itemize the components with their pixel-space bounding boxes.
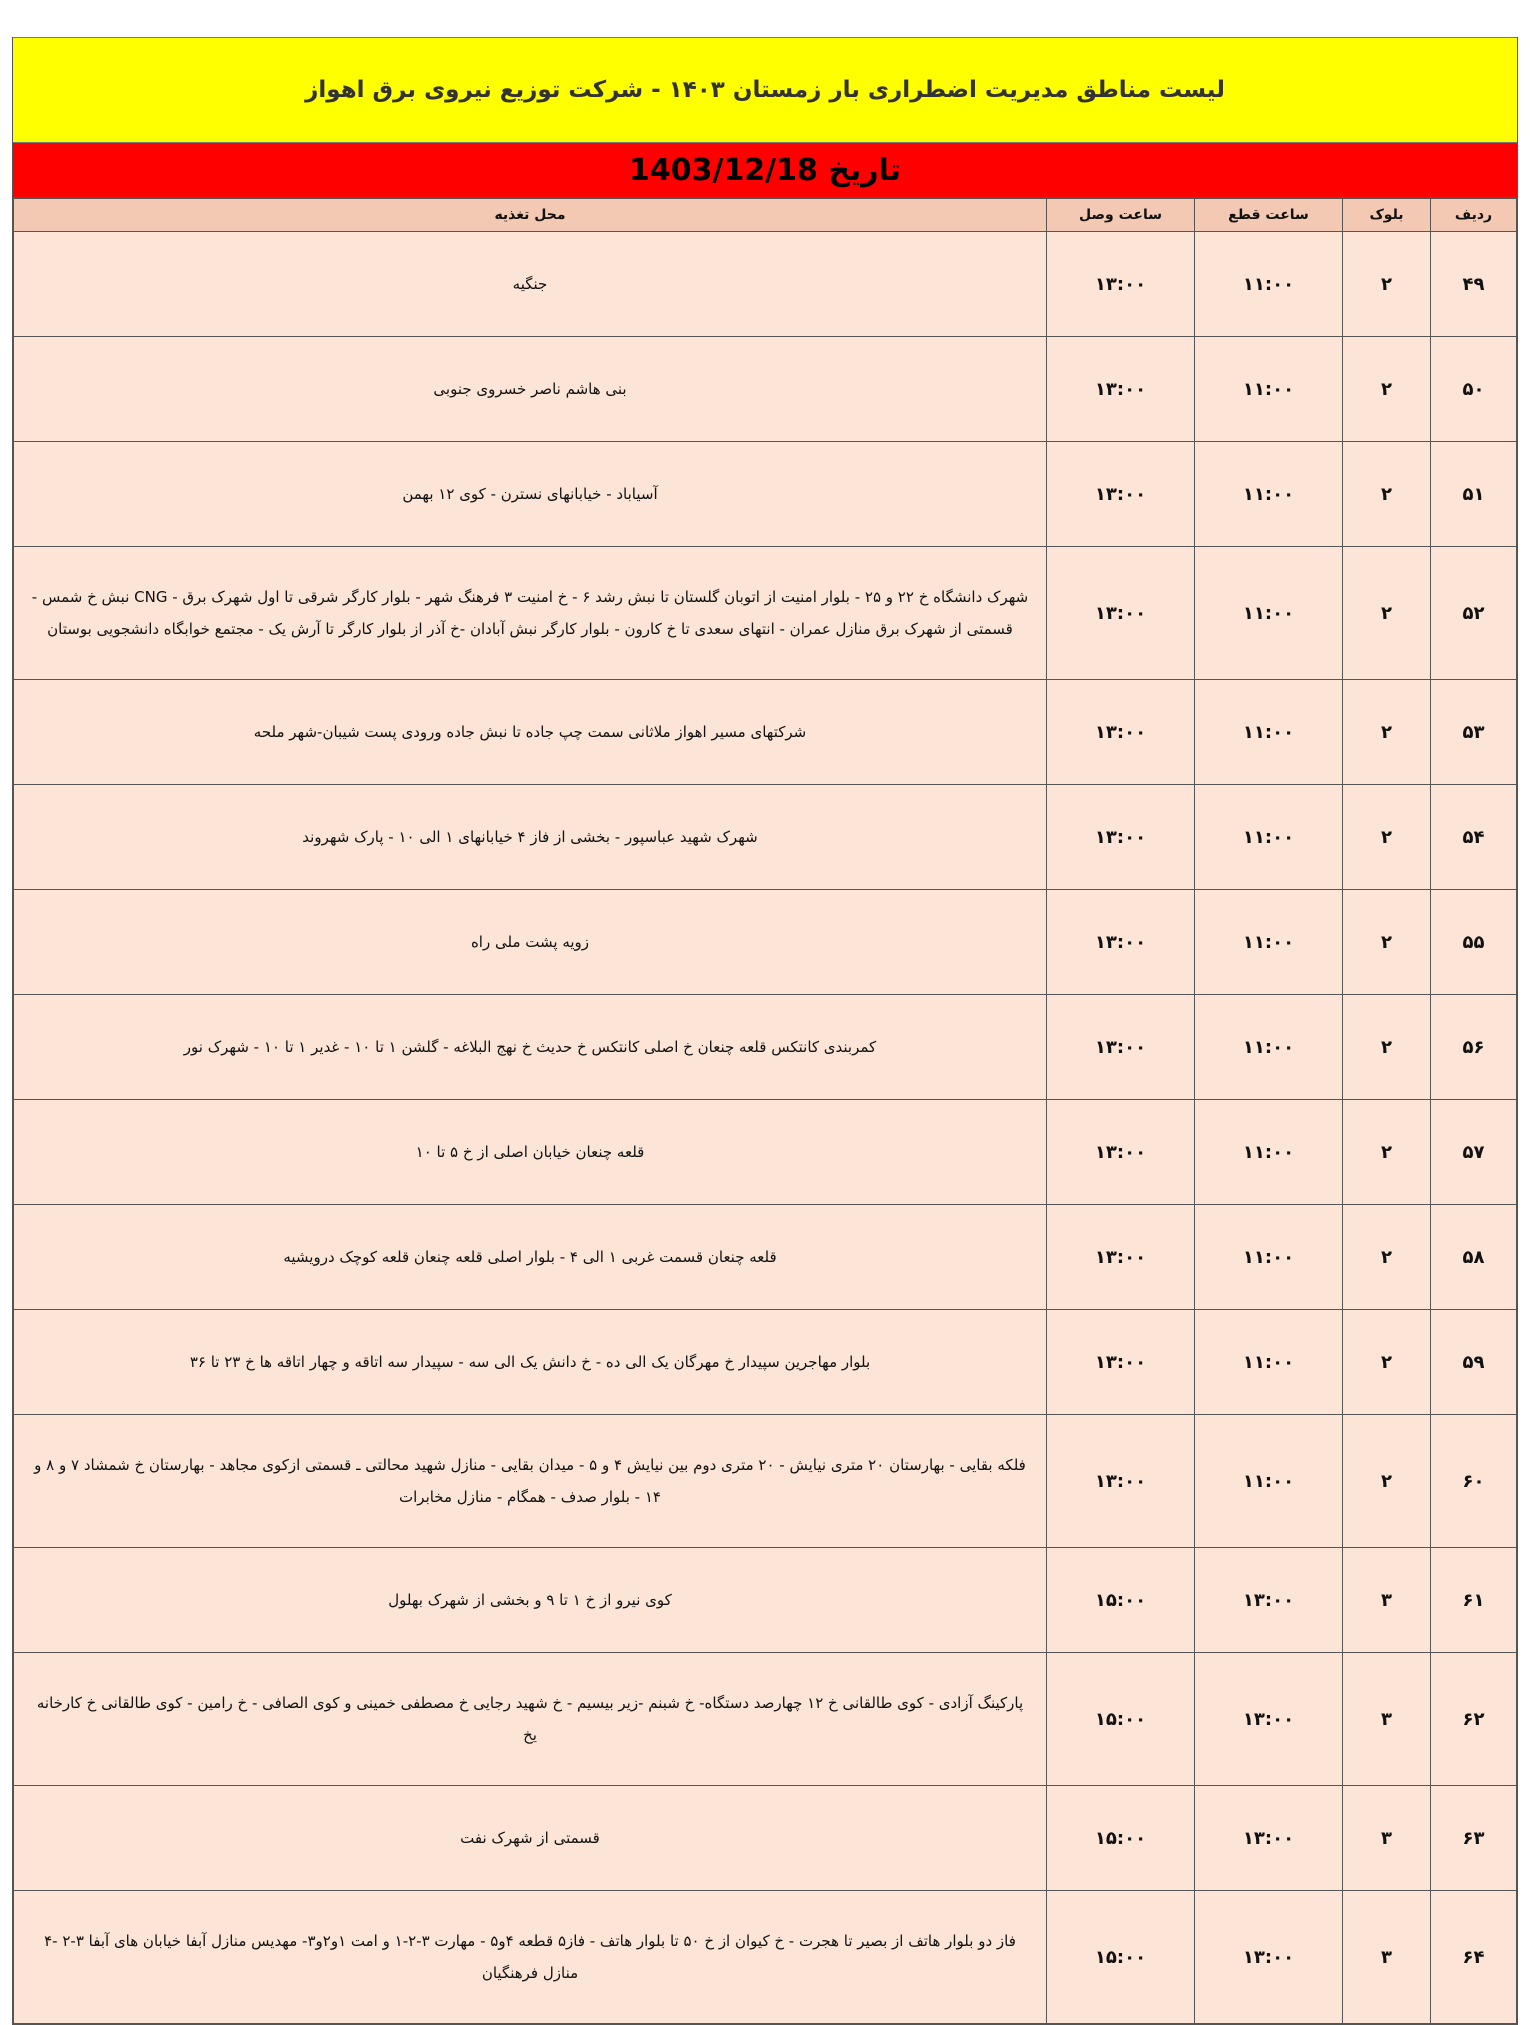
block-cell: ۳	[1343, 1786, 1431, 1891]
table-row	[14, 232, 1517, 337]
cut-time-cell: ۱۳:۰۰	[1195, 1548, 1343, 1653]
table-row	[14, 1205, 1517, 1310]
header-connect-time: ساعت وصل	[1047, 199, 1195, 232]
table-body	[14, 232, 1517, 2024]
location-cell: قلعه چنعان خیابان اصلی از خ ۵ تا ۱۰	[14, 1100, 1047, 1205]
table-row	[14, 1891, 1517, 2024]
table-header-row	[14, 199, 1517, 232]
connect-time-cell: ۱۵:۰۰	[1047, 1548, 1195, 1653]
connect-time-cell: ۱۳:۰۰	[1047, 1205, 1195, 1310]
location-cell: جنگیه	[14, 232, 1047, 337]
row-number-cell: ۴۹	[1431, 232, 1517, 337]
connect-time-cell: ۱۳:۰۰	[1047, 680, 1195, 785]
location-cell: آسیاباد - خیابانهای نسترن - کوی ۱۲ بهمن	[14, 442, 1047, 547]
cut-time-cell: ۱۱:۰۰	[1195, 1100, 1343, 1205]
connect-time-cell: ۱۳:۰۰	[1047, 337, 1195, 442]
block-cell: ۲	[1343, 995, 1431, 1100]
cut-time-cell: ۱۳:۰۰	[1195, 1653, 1343, 1786]
connect-time-cell: ۱۳:۰۰	[1047, 1415, 1195, 1548]
date-banner: تاریخ 1403/12/18	[13, 143, 1517, 198]
outage-table	[13, 198, 1517, 2024]
connect-time-cell: ۱۳:۰۰	[1047, 232, 1195, 337]
row-number-cell: ۵۴	[1431, 785, 1517, 890]
row-number-cell: ۵۸	[1431, 1205, 1517, 1310]
cut-time-cell: ۱۱:۰۰	[1195, 995, 1343, 1100]
table-row	[14, 785, 1517, 890]
connect-time-cell: ۱۳:۰۰	[1047, 547, 1195, 680]
block-cell: ۲	[1343, 1205, 1431, 1310]
block-cell: ۳	[1343, 1653, 1431, 1786]
connect-time-cell: ۱۵:۰۰	[1047, 1891, 1195, 2024]
cut-time-cell: ۱۱:۰۰	[1195, 680, 1343, 785]
cut-time-cell: ۱۱:۰۰	[1195, 1415, 1343, 1548]
row-number-cell: ۵۱	[1431, 442, 1517, 547]
location-cell: بلوار مهاجرین سپیدار خ مهرگان یک الی ده - خ دانش یک الی سه - سپیدار سه اتاقه و چهار اتاقه ها خ ۲۳ تا ۳۶	[14, 1310, 1047, 1415]
block-cell: ۲	[1343, 1415, 1431, 1548]
cut-time-cell: ۱۱:۰۰	[1195, 785, 1343, 890]
cut-time-cell: ۱۱:۰۰	[1195, 890, 1343, 995]
block-cell: ۲	[1343, 232, 1431, 337]
table-row	[14, 1100, 1517, 1205]
connect-time-cell: ۱۳:۰۰	[1047, 995, 1195, 1100]
row-number-cell: ۵۳	[1431, 680, 1517, 785]
location-cell: شرکتهای مسیر اهواز ملاثانی سمت چپ جاده تا نبش جاده ورودی پست شیبان-شهر ملحه	[14, 680, 1047, 785]
block-cell: ۲	[1343, 442, 1431, 547]
connect-time-cell: ۱۳:۰۰	[1047, 785, 1195, 890]
row-number-cell: ۶۰	[1431, 1415, 1517, 1548]
cut-time-cell: ۱۳:۰۰	[1195, 1891, 1343, 2024]
header-row-number: ردیف	[1431, 199, 1517, 232]
block-cell: ۲	[1343, 547, 1431, 680]
cut-time-cell: ۱۱:۰۰	[1195, 337, 1343, 442]
location-cell: فاز دو بلوار هاتف از بصیر تا هجرت - خ کیوان از خ ۵۰ تا بلوار هاتف - فاز۵ قطعه ۴و۵ - مهارت ۳-۲-۱ و امت ۱و۲و۳- مهدیس منازل آبفا خیابان های آبفا ۳-۲ -۴ منازل فرهنگیان	[14, 1891, 1047, 2024]
connect-time-cell: ۱۳:۰۰	[1047, 890, 1195, 995]
location-cell: قلعه چنعان قسمت غربی ۱ الی ۴ - بلوار اصلی قلعه چنعان قلعه کوچک درویشیه	[14, 1205, 1047, 1310]
page-title: لیست مناطق مدیریت اضطراری بار زمستان ۱۴۰۳ - شرکت توزیع نیروی برق اهواز	[13, 37, 1517, 143]
block-cell: ۲	[1343, 785, 1431, 890]
location-cell: کوی نیرو از خ ۱ تا ۹ و بخشی از شهرک بهلول	[14, 1548, 1047, 1653]
header-location: محل تغذیه	[14, 199, 1047, 232]
table-row	[14, 680, 1517, 785]
row-number-cell: ۵۷	[1431, 1100, 1517, 1205]
location-cell: بنی هاشم ناصر خسروی جنوبی	[14, 337, 1047, 442]
row-number-cell: ۵۲	[1431, 547, 1517, 680]
cut-time-cell: ۱۱:۰۰	[1195, 442, 1343, 547]
table-row	[14, 995, 1517, 1100]
connect-time-cell: ۱۵:۰۰	[1047, 1786, 1195, 1891]
cut-time-cell: ۱۳:۰۰	[1195, 1786, 1343, 1891]
row-number-cell: ۵۹	[1431, 1310, 1517, 1415]
connect-time-cell: ۱۳:۰۰	[1047, 1100, 1195, 1205]
table-row	[14, 1786, 1517, 1891]
block-cell: ۳	[1343, 1548, 1431, 1653]
block-cell: ۲	[1343, 890, 1431, 995]
connect-time-cell: ۱۳:۰۰	[1047, 442, 1195, 547]
connect-time-cell: ۱۵:۰۰	[1047, 1653, 1195, 1786]
location-cell: زویه پشت ملی راه	[14, 890, 1047, 995]
header-block: بلوک	[1343, 199, 1431, 232]
row-number-cell: ۶۳	[1431, 1786, 1517, 1891]
row-number-cell: ۶۲	[1431, 1653, 1517, 1786]
block-cell: ۲	[1343, 1310, 1431, 1415]
table-row	[14, 1415, 1517, 1548]
table-row	[14, 547, 1517, 680]
location-cell: پارکینگ آزادی - کوی طالقانی خ ۱۲ چهارصد دستگاه- خ شبنم -زیر بیسیم - خ شهید رجایی خ مصطفی خمینی و کوی الصافی - خ رامین - کوی طالقانی خ کارخانه یخ	[14, 1653, 1047, 1786]
connect-time-cell: ۱۳:۰۰	[1047, 1310, 1195, 1415]
table-row	[14, 337, 1517, 442]
row-number-cell: ۶۱	[1431, 1548, 1517, 1653]
location-cell: کمربندی کانتکس قلعه چنعان خ اصلی کانتکس خ حدیث خ نهج البلاغه - گلشن ۱ تا ۱۰ - غدیر ۱ تا ۱۰ - شهرک نور	[14, 995, 1047, 1100]
row-number-cell: ۵۶	[1431, 995, 1517, 1100]
location-cell: قسمتی از شهرک نفت	[14, 1786, 1047, 1891]
row-number-cell: ۵۵	[1431, 890, 1517, 995]
row-number-cell: ۵۰	[1431, 337, 1517, 442]
cut-time-cell: ۱۱:۰۰	[1195, 1205, 1343, 1310]
cut-time-cell: ۱۱:۰۰	[1195, 232, 1343, 337]
header-cut-time: ساعت قطع	[1195, 199, 1343, 232]
block-cell: ۲	[1343, 680, 1431, 785]
table-row	[14, 890, 1517, 995]
cut-time-cell: ۱۱:۰۰	[1195, 1310, 1343, 1415]
table-row	[14, 442, 1517, 547]
location-cell: فلکه بقایی - بهارستان ۲۰ متری نیایش - ۲۰ متری دوم بین نیایش ۴ و ۵ - میدان بقایی - منازل شهید محالتی ـ قسمتی ازکوی مجاهد - بهارستان خ شمشاد ۷ و ۸ و ۱۴ - بلوار صدف - همگام - منازل مخابرات	[14, 1415, 1047, 1548]
table-row	[14, 1653, 1517, 1786]
block-cell: ۲	[1343, 1100, 1431, 1205]
table-row	[14, 1548, 1517, 1653]
block-cell: ۳	[1343, 1891, 1431, 2024]
schedule-sheet	[12, 37, 1518, 2025]
location-cell: شهرک شهید عباسپور - بخشی از فاز ۴ خیابانهای ۱ الی ۱۰ - پارک شهروند	[14, 785, 1047, 890]
location-cell: شهرک دانشگاه خ ۲۲ و ۲۵ - بلوار امنیت از اتوبان گلستان تا نبش رشد ۶ - خ امنیت ۳ فرهنگ شهر - بلوار کارگر شرقی تا اول شهرک برق - CNG نبش خ شمس - قسمتی از شهرک برق منازل عمران - انتهای سعدی تا خ کارون - بلوار کارگر نبش آبادان -خ آذر از بلوار کارگر تا آرش یک - مجتمع خوابگاه دانشجویی بوستان	[14, 547, 1047, 680]
row-number-cell: ۶۴	[1431, 1891, 1517, 2024]
cut-time-cell: ۱۱:۰۰	[1195, 547, 1343, 680]
block-cell: ۲	[1343, 337, 1431, 442]
table-row	[14, 1310, 1517, 1415]
